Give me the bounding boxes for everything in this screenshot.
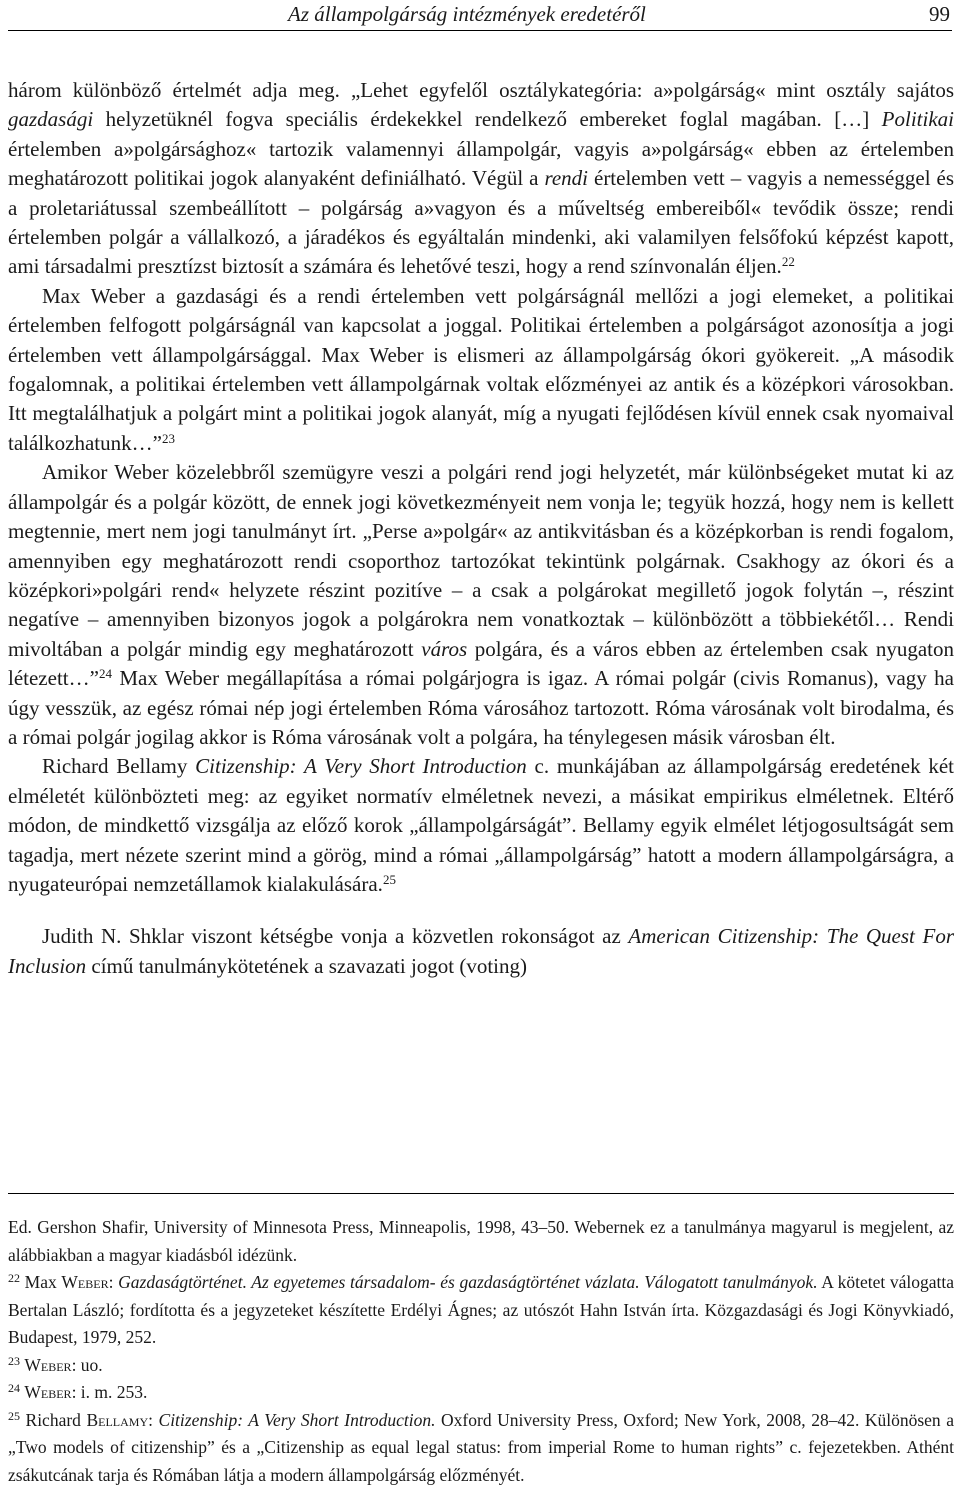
footnote-number: 23 — [8, 1353, 20, 1368]
text-run: : i. m. 253. — [71, 1382, 148, 1402]
italic-term: Politikai — [881, 107, 954, 132]
text-run: Oxford University Press, Oxford; New York, 2008, 28–42. Különösen a „Two models of citizenship” és a „Citizenship as equal legal status: from imperial Rome to human rights” c. fejezetekben. Athént zsákutcának tarja és Rómában látja a modern állampolgárság előzményét. — [8, 1409, 954, 1485]
footnote-24 — [8, 1379, 954, 1407]
footnote-22 — [8, 1269, 954, 1352]
text-run: c. munkájában az állampolgárság eredetének két elméletét különbözteti meg: az egyiket normatív elméletnek nevezi, a másikat empirikus elméletnek. Eltérő módon, de mindkettő vizsgálja az előző korok „állampolgárságát”. Bellamy egyik elmélet létjogosultságát sem tagadja, mert nézete szerint mind a görög, mind a római „állampolgárság” hatott a modern állampolgárságra, a nyugateurópai nemzetállamok kialakulására. — [8, 754, 954, 896]
text-run: három különböző értelmét adja meg. „Lehet egyfelől osztálykategória: a»polgárság« mint osztály sajátos — [8, 78, 954, 102]
text-run: értelemben a»polgársághoz« tartozik valamennyi állampolgár, vagyis a»polgárság« ebben az értelemben meghatározott politikai jogok alanyaként definiálható. Végül a — [8, 136, 954, 191]
text-run: : — [148, 1409, 159, 1430]
running-title: Az állampolgárság intézmények eredetéről — [288, 2, 646, 26]
text-run: Judith N. Shklar viszont kétségbe vonja a közvetlen rokonságot az — [42, 924, 629, 949]
text-run: Max Weber megállapítása a római polgárjogra is igaz. A római polgár (civis Romanus), vagy ha úgy vesszük, az egész római nép jogi értelemben Róma városához tartozott. Róma városának volt birodalma, és a római polgár jogilag akkor is Róma városának volt a polgára, ha ténylegesen másik városban élt. — [8, 666, 954, 749]
text-run: helyzetüknél fogva speciális érdekekkel rendelkező embereket foglal magában. […] — [93, 107, 882, 132]
footnote-ref-24[interactable]: 24 — [98, 666, 112, 682]
footnote-number: 25 — [8, 1408, 20, 1423]
italic-term: város — [421, 636, 468, 661]
text-run: Max Weber a gazdasági és a rendi értelemben vett polgárságnál mellőzi a jogi elemeket, a politikai értelemben felfogott polgárságnál van kapcsolat a joggal. Politikai értelemben a polgárságot azonosítja a jogi értelemben vett állampolgársággal. Max Weber is elismeri az állampolgárság ókori gyökereit. „A második fogalomnak, a politikai értelemben vett állampolgárnak voltak előzményei az antik és a középkori városokban. Itt megtalálhatjuk a polgárt mint a politikai jogok alanyát, míg a nyugati fejlődésen kívül ennek csak nyomaival találkozhatunk…” — [8, 283, 954, 455]
footnote-separator — [8, 1193, 954, 1194]
footnotes — [8, 1214, 954, 1489]
text-run: című tanulmánykötetének a szavazati jogot (voting) — [86, 953, 528, 978]
footnote-ref-22[interactable]: 22 — [781, 254, 795, 270]
paragraph-2 — [8, 282, 954, 458]
footnote-number: 22 — [8, 1271, 20, 1285]
text-run: A kötetet válogatta Bertalan László; fordította és a jegyzeteket készítette Erdélyi Ágnes; az utószót Hahn István írta. Közgazdasági és Jogi Könyvkiadó, Budapest, 1979, 252. — [8, 1272, 955, 1347]
book-title: American Citizenship: The Quest For Inclusion — [8, 924, 954, 978]
running-header — [8, 0, 952, 31]
italic-term: gazdasági — [8, 107, 94, 132]
text-run: Richard — [20, 1409, 87, 1430]
paragraph-4 — [8, 752, 954, 899]
author-name: Weber — [61, 1272, 109, 1292]
text-run: Amikor Weber közelebbről szemügyre veszi a polgári rend jogi helyzetét, már különbségeket mutat ki az állampolgár és a polgár között, de ennek jogi következményeit nem vonja le; tegyük hozzá, hogy nem is kellett megtennie, mert nem jogi tanulmányt írt. „Perse a»polgár« az antikvitásban és a középkorban is rendi fogalom, amennyiben egy meghatározott rendi csoporthoz tartozókat tekintünk polgárnak. Csakhogy az ókori és a középkori»polgári rend« helyzete részint pozitíve – a csak a polgárokat megillető jogok folytán –, részint negatíve – amennyiben bizonyos jogok a polgárokra nem vonatkoztak – különbözött a többiekétől… Rendi mivoltában a polgár mindig egy meghatározott — [8, 460, 954, 661]
paragraph-5 — [8, 922, 954, 981]
footnote-ref-25[interactable]: 25 — [382, 871, 396, 887]
author-name: Weber — [24, 1354, 72, 1375]
paragraph-1 — [8, 76, 954, 282]
footnote-25 — [8, 1407, 954, 1490]
italic-term: rendi — [544, 166, 589, 191]
book-title: Citizenship: A Very Short Introduction — [195, 754, 527, 779]
footnote-ref-23[interactable]: 23 — [161, 430, 175, 446]
footnote-continued: Ed. Gershon Shafir, University of Minnesota Press, Minneapolis, 1998, 43–50. Webernek ez a tanulmánya magyarul is megjelent, az alábbiakban a magyar kiadásból idézünk. — [8, 1217, 954, 1265]
main-text — [8, 76, 954, 981]
text-run: : — [108, 1272, 119, 1292]
author-name: Bellamy — [86, 1409, 149, 1430]
text-run: értelemben vett – vagyis a nemességgel és a proletariátussal szembeállított – polgárság a»vagyon és a műveltség embereiből« tevődik össze; rendi értelemben polgár a vállalkozó, a járadékos és egyáltalán mindenki, aki valamilyen felsőfokú képzést kapott, ami társadalmi presztízst biztosít a számára és lehetővé teszi, hogy a rend színvonalán éljen. — [8, 166, 954, 279]
text-run: Richard Bellamy — [42, 754, 196, 779]
text-run: polgára, és a város ebben az értelemben csak nyugaton létezett…” — [8, 636, 954, 691]
footnote-23 — [8, 1352, 954, 1380]
page-number: 99 — [929, 2, 950, 26]
footnote-number: 24 — [8, 1381, 20, 1395]
paragraph-3 — [8, 458, 954, 752]
text-run: Max — [20, 1272, 62, 1292]
book-title: Gazdaságtörténet. Az egyetemes társadalom- és gazdaságtörténet vázlata. Válogatott tanulmányok. — [118, 1272, 818, 1292]
text-run: : uo. — [71, 1354, 103, 1375]
author-name: Weber — [24, 1382, 72, 1402]
book-title: Citizenship: A Very Short Introduction. — [158, 1409, 436, 1430]
